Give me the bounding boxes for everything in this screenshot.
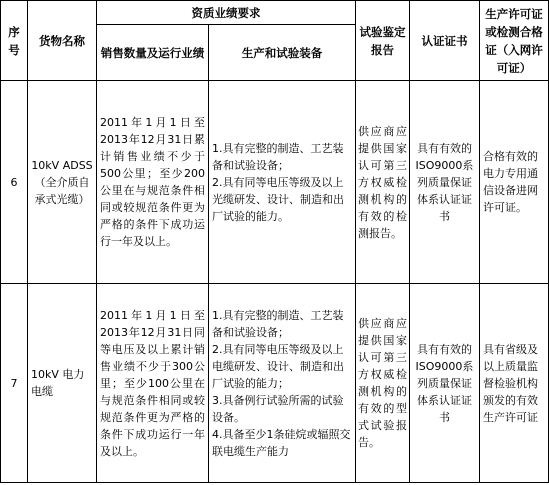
row-equipment bbox=[209, 81, 356, 284]
row-equipment bbox=[209, 284, 356, 483]
row-certification: 具有有效的ISO9000系列质量保证体系认证证书 bbox=[410, 284, 480, 483]
table-row bbox=[1, 284, 549, 483]
equipment-item: 1.具有完整的制造、工艺装备和试验设备； bbox=[212, 141, 344, 172]
header-seq: 序号 bbox=[1, 1, 28, 81]
equipment-item: 4.具备至少1条硅烷或辐照交联电缆生产能力 bbox=[212, 427, 351, 458]
header-qualification: 资质业绩要求 bbox=[97, 1, 356, 25]
row-permit: 合格有效的电力专用通信设备进网许可证。 bbox=[480, 81, 549, 284]
table-row bbox=[1, 81, 549, 284]
header-sales: 销售数量及运行业绩 bbox=[97, 25, 209, 81]
header-equipment: 生产和试验装备 bbox=[209, 25, 356, 81]
header-row-top bbox=[1, 1, 549, 25]
row-permit: 具有省级及以上质量监督检验机构颁发的有效生产许可证 bbox=[480, 284, 549, 483]
equipment-item: 2.具有同等电压等级及以上光缆研发、设计、制造和出厂试验的能力。 bbox=[212, 175, 344, 223]
row-sales: 2011年1月1日至2013年12月31日累计销售业绩不少于500公里；至少200公里在与规范条件相同或较规范条件更为严格的条件下成功运行一年及以上。 bbox=[97, 81, 209, 284]
row-certification: 具有有效的ISO9000系列质量保证体系认证证书 bbox=[410, 81, 480, 284]
header-report: 试验鉴定报告 bbox=[356, 1, 410, 81]
header-goods: 货物名称 bbox=[28, 1, 97, 81]
row-report: 供应商应提供国家认可第三方权威检测机构的有效的型式试验报告。 bbox=[356, 284, 410, 483]
row-seq: 6 bbox=[1, 81, 28, 284]
row-sales: 2011年1月1日至2013年12月31日同等电压及以上累计销售业绩不少于300公里；至少100公里在与规范条件相同或较规范条件更为严格的条件下成功运行一年及以上。 bbox=[97, 284, 209, 483]
equipment-item: 3.具备例行试验所需的试验设备。 bbox=[212, 393, 344, 424]
row-seq: 7 bbox=[1, 284, 28, 483]
equipment-item: 1.具有完整的制造、工艺装备和试验设备； bbox=[212, 308, 344, 339]
header-permit: 生产许可证或检测合格证（入网许可证） bbox=[480, 1, 549, 81]
row-goods: 10kV 电力电缆 bbox=[28, 284, 97, 483]
header-certification: 认证证书 bbox=[410, 1, 480, 81]
equipment-item: 2.具有同等电压等级及以上电缆研发、设计、制造和出厂试验的能力； bbox=[212, 342, 344, 390]
row-goods: 10kV ADSS（全介质自承式光缆） bbox=[28, 81, 97, 284]
row-report: 供应商应提供国家认可第三方权威检测机构的有效的检测报告。 bbox=[356, 81, 410, 284]
